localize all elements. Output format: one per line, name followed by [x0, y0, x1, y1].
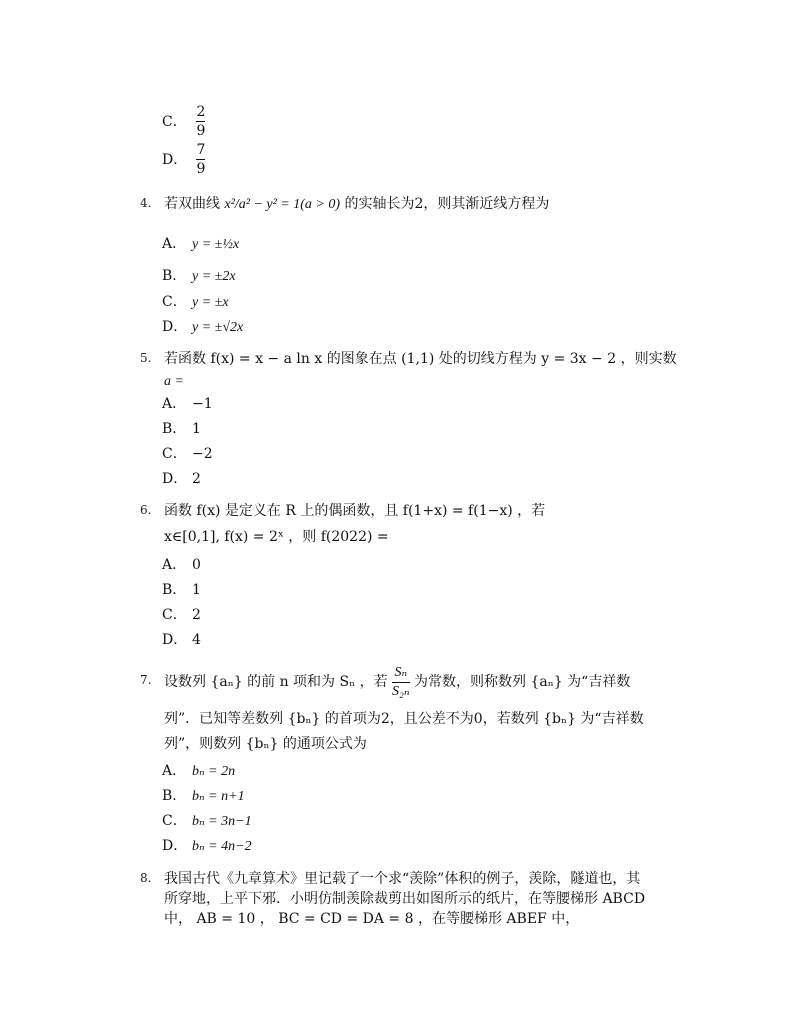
option-letter: A． — [162, 236, 187, 252]
q7-line1-b: 为常数，则称数列 {aₙ} 为“吉祥数 — [414, 674, 631, 690]
q8-stem-line2: 所穿地，上平下邪．小明仿制羡除裁剪出如图所示的纸片，在等腰梯形 ABCD — [164, 891, 646, 907]
option-letter: B． — [162, 788, 187, 804]
numerator: Sₙ — [394, 664, 408, 680]
option-text: y = ±x — [192, 295, 229, 310]
q4-option-a — [162, 234, 239, 255]
option-letter: C． — [162, 113, 187, 130]
option-letter: B． — [162, 421, 187, 437]
option-letter: C． — [162, 813, 187, 829]
q6-stem-line1: 函数 f(x) 是定义在 R 上的偶函数，且 f(1+x) = f(1−x) ，若 — [164, 503, 546, 519]
q6-stem-line2: x∈[0,1], f(x) = 2ˣ ，则 f(2022) = — [164, 529, 389, 545]
q7-option-a — [162, 761, 235, 782]
option-letter: D． — [162, 838, 188, 854]
option-letter: D． — [162, 632, 188, 648]
fraction-bar — [196, 121, 205, 122]
q5-option-a — [162, 394, 213, 414]
fraction — [196, 142, 205, 177]
option-letter: B． — [162, 582, 187, 598]
q6-option-b — [162, 580, 201, 600]
q5-stem-line1: 若函数 f(x) = x − a ln x 的图象在点 (1,1) 处的切线方程为 y = 3x − 2 ，则实数 — [164, 351, 677, 367]
q5-option-c — [162, 444, 213, 464]
q3-option-d — [162, 142, 205, 177]
numerator: 7 — [196, 142, 206, 158]
q5-stem-line2: a = — [164, 374, 184, 389]
option-letter: A． — [162, 763, 187, 779]
option-letter: C． — [162, 294, 187, 310]
question-number: 8. — [140, 871, 152, 885]
q6-option-c — [162, 605, 201, 625]
q6-option-d — [162, 630, 201, 650]
q6-option-a — [162, 555, 201, 575]
q8-stem-line3: 中， AB = 10 ， BC = CD = DA = 8 ，在等腰梯形 ABEF 中， — [164, 911, 580, 927]
q4-stem — [164, 194, 549, 215]
q4-option-b — [162, 266, 236, 287]
option-letter: C． — [162, 607, 187, 623]
option-letter: A． — [162, 557, 187, 573]
q7-stem-line2: 列”．已知等差数列 {bₙ} 的首项为2，且公差不为0，若数列 {bₙ} 为“吉祥数 — [164, 711, 644, 727]
q4-option-d — [162, 317, 243, 338]
q8-stem-line1: 我国古代《九章算术》里记载了一个求“羡除”体积的例子，羡除，隧道也，其 — [164, 871, 641, 887]
option-letter: B． — [162, 268, 187, 284]
option-letter: C． — [162, 446, 187, 462]
option-letter: D． — [162, 151, 188, 168]
q4-equation: x²/a² − y² = 1(a > 0) — [224, 197, 341, 212]
fraction-bar — [196, 159, 205, 160]
q3-option-c — [162, 104, 205, 139]
option-letter: D． — [162, 319, 188, 335]
fraction — [196, 104, 205, 139]
q5-option-d — [162, 469, 201, 489]
q7-option-b — [162, 786, 245, 807]
option-text: bₙ = 2n — [192, 764, 236, 779]
option-letter: D． — [162, 471, 188, 487]
option-text: bₙ = 4n−2 — [192, 839, 252, 854]
q4-suffix: 的实轴长为2，则其渐近线方程为 — [344, 196, 550, 212]
option-text: 1 — [192, 582, 201, 598]
q4-option-c — [162, 292, 229, 313]
option-text: bₙ = n+1 — [192, 789, 245, 804]
denominator: S₂ₙ — [392, 683, 410, 699]
option-text: y = ±½x — [192, 237, 240, 252]
q7-line1-a: 设数列 {aₙ} 的前 n 项和为 Sₙ ，若 — [164, 674, 388, 690]
fraction-bar — [392, 682, 410, 683]
q7-stem-line3: 列”，则数列 {bₙ} 的通项公式为 — [164, 736, 367, 752]
option-text: 1 — [192, 421, 201, 437]
question-number: 7. — [140, 673, 152, 687]
option-text: y = ±√2x — [192, 320, 244, 335]
option-text: y = ±2x — [192, 269, 236, 284]
option-text: 2 — [192, 607, 201, 623]
numerator: 2 — [196, 104, 206, 120]
option-text: 0 — [192, 557, 201, 573]
question-number: 5. — [140, 351, 152, 365]
fraction — [392, 665, 410, 700]
question-number: 6. — [140, 503, 152, 517]
q7-option-d — [162, 836, 252, 857]
q5-option-b — [162, 419, 201, 439]
option-text: 4 — [192, 632, 201, 648]
denominator: 9 — [196, 161, 206, 177]
option-text: −2 — [192, 446, 213, 462]
option-text: −1 — [192, 396, 213, 412]
q7-stem-line1 — [164, 660, 630, 704]
option-text: bₙ = 3n−1 — [192, 814, 252, 829]
question-number: 4. — [140, 196, 152, 210]
q4-prefix: 若双曲线 — [164, 196, 220, 212]
denominator: 9 — [196, 123, 206, 139]
option-text: 2 — [192, 471, 201, 487]
q7-option-c — [162, 811, 252, 832]
option-letter: A． — [162, 396, 187, 412]
